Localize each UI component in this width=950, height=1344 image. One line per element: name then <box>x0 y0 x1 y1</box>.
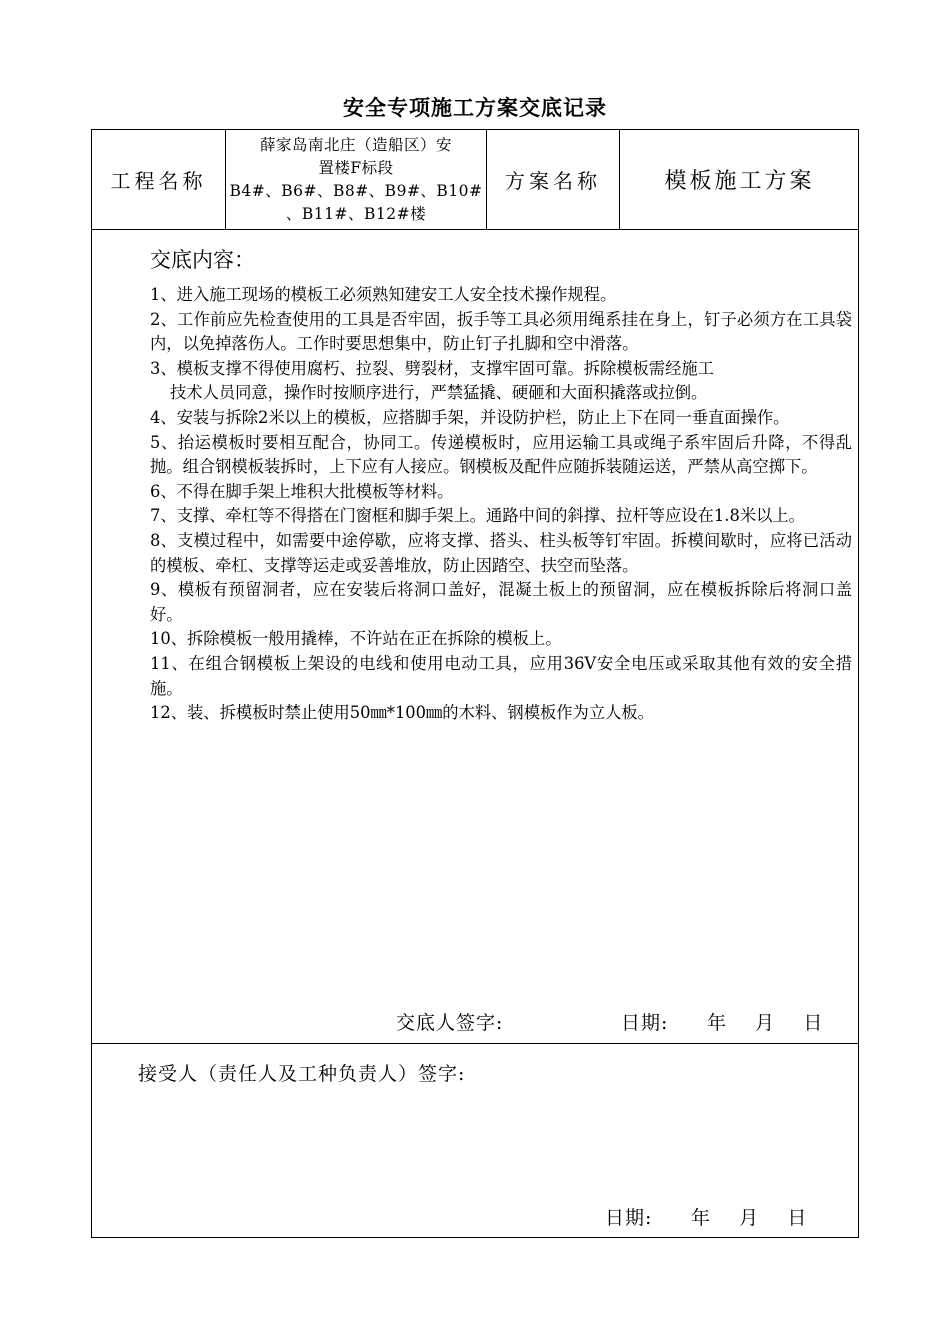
plan-name-label: 方案名称 <box>505 169 601 193</box>
list-item: 4、安装与拆除2米以上的模板，应搭脚手架，并设防护栏，防止上下在同一垂直面操作。 <box>150 407 790 427</box>
plan-name-value: 模板施工方案 <box>664 169 815 194</box>
project-line: 置楼F标段 <box>318 158 394 177</box>
project-name-value <box>226 130 486 229</box>
list-item: 1、进入施工现场的模板工必须熟知建安工人安全技术操作规程。 <box>150 285 617 304</box>
list-item: 6、不得在脚手架上堆积大批模板等材料。 <box>150 481 454 501</box>
receiver-label: 接受人（责任人及工种负责人）签字: <box>138 1063 466 1085</box>
list-item: 5、抬运模板时要相互配合，协同工。传递模板时，应用运输工具或绳子系牢固后升降，不得乱抛。组合钢模板装拆时，上下应有人接应。钢模板及配件应随拆装随运送，严禁从高空掷下。 <box>150 432 852 477</box>
receiver-date-label: 日期: <box>605 1207 653 1229</box>
project-line: 薛家岛南北庄（造船区）安 <box>259 135 452 154</box>
safety-items-list <box>150 283 852 726</box>
list-item: 3、模板支撑不得使用腐朽、拉裂、劈裂材，支撑牢固可靠。拆除模板需经施工 <box>150 358 714 378</box>
list-item: 7、支撑、牵杠等不得搭在门窗框和脚手架上。通路中间的斜撑、拉杆等应设在1.8米以上。 <box>150 506 805 526</box>
project-line: 、B11#、B12#楼 <box>285 204 427 223</box>
list-item: 2、工作前应先检查使用的工具是否牢固，扳手等工具必须用绳系挂在身上，钉子必须方在工具袋内，以免掉落伤人。工作时要思想集中，防止钉子扎脚和空中滑落。 <box>150 309 852 354</box>
list-item: 8、支模过程中，如需要中途停歇，应将支撑、搭头、柱头板等钉牢固。拆模间歇时，应将已活动的模板、牵杠、支撑等运走或妥善堆放，防止因踏空、扶空而坠落。 <box>150 530 852 575</box>
content-heading: 交底内容： <box>150 248 255 272</box>
signer-date-units: 年 月 日 <box>707 1012 824 1034</box>
list-item: 11、在组合钢模板上架设的电线和使用电动工具，应用36V安全电压或采取其他有效的安全措施。 <box>150 653 852 698</box>
list-item: 9、模板有预留洞者，应在安装后将洞口盖好，混凝土板上的预留洞，应在模板拆除后将洞口盖好。 <box>150 580 852 624</box>
project-name-label: 工程名称 <box>110 169 207 193</box>
header-divider <box>91 229 859 230</box>
signer-date-label: 日期: <box>621 1012 669 1034</box>
project-line: B4#、B6#、B8#、B9#、B10# <box>229 181 483 200</box>
receiver-date-units: 年 月 日 <box>691 1207 808 1229</box>
receiver-divider <box>91 1043 859 1044</box>
list-item: 12、装、拆模板时禁止使用50㎜*100㎜的木料、钢模板作为立人板。 <box>150 703 654 723</box>
list-item-continuation: 技术人员同意，操作时按顺序进行，严禁猛撬、硬砸和大面积撬落或拉倒。 <box>170 383 708 403</box>
list-item <box>150 381 852 406</box>
signer-label: 交底人签字: <box>396 1012 504 1034</box>
document-title: 安全专项施工方案交底记录 <box>343 95 607 120</box>
list-item: 10、拆除模板一般用撬棒，不许站在正在拆除的模板上。 <box>150 629 562 649</box>
